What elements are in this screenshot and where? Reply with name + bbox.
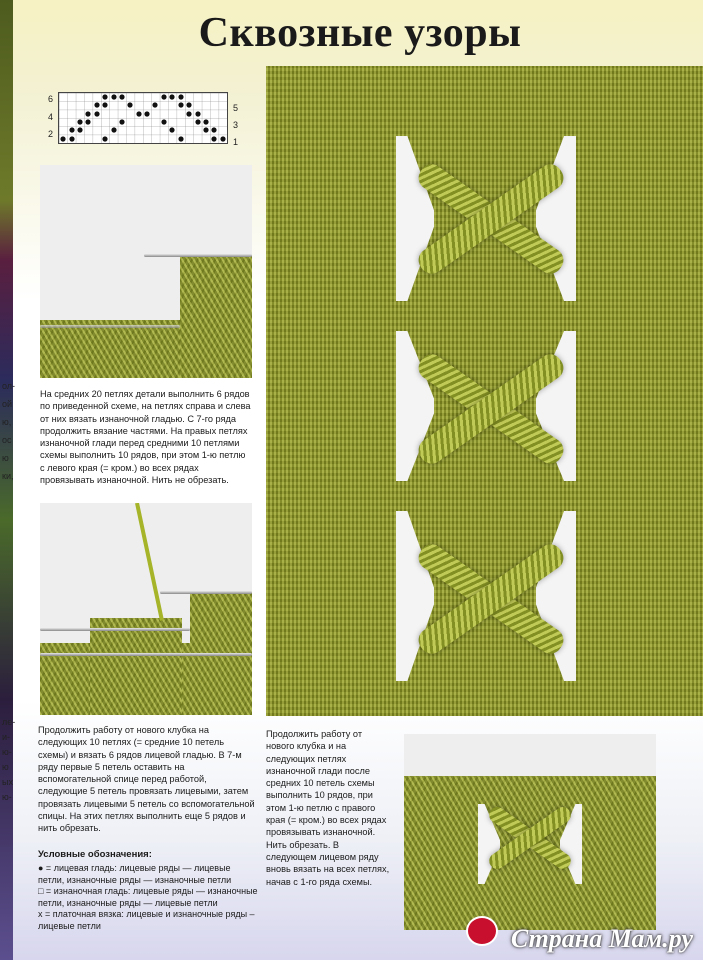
step-1-text: На средних 20 петлях детали выполнить 6 рядов по приведенной схеме, на петлях справа и слева от них вязать изнаночной гладью. С 7-го ряда продолжить вязание частями. На правых петлях изнаночной глади перед средними 10 петлями схемы выполнить 10 рядов, при этом 1-ю петлю с левого края (= кром.) во всех рядах провязывать изнаночной. Нить не обрезать. — [40, 389, 251, 486]
legend-item: □ = изнаночная гладь: лицевые ряды — изнаночные петли, изнаночные ряды — лицевые петли — [38, 886, 258, 908]
chart-row-number: 2 — [48, 129, 54, 139]
legend-title: Условные обозначения: — [38, 849, 152, 860]
strip-fragment: ю — [2, 762, 9, 772]
chart-grid — [58, 92, 228, 144]
knitting-needle — [40, 653, 252, 656]
strip-fragment: ки, — [2, 471, 14, 481]
knitted-fabric — [90, 618, 182, 715]
lace-hole — [536, 136, 576, 301]
chart-grid-svg — [59, 93, 227, 143]
chart-row-number: 4 — [48, 112, 54, 122]
main-pattern-photo — [266, 66, 703, 716]
step-photo-2 — [40, 503, 252, 715]
yarn-strand — [135, 503, 164, 621]
knitting-needle — [40, 325, 180, 328]
strip-fragment: ю, — [2, 417, 12, 427]
lace-hole — [396, 511, 434, 681]
knitting-needle — [144, 254, 252, 257]
knitted-fabric — [404, 776, 656, 930]
chart-row-number: 1 — [233, 137, 239, 147]
strip-fragment: ю — [2, 453, 9, 463]
page-title: Сквозные узоры — [198, 10, 522, 56]
strip-fragment: ол- — [2, 381, 16, 391]
chart-row-number: 3 — [233, 120, 239, 130]
knitting-needle — [40, 628, 190, 631]
legend-item: x = платочная вязка: лицевые и изнаночные ряды – лицевые петли — [38, 909, 255, 931]
knitted-fabric — [180, 255, 252, 378]
legend-item: ● = лицевая гладь: лицевые ряды — лицевые петли, изнаночные ряды — изнаночные петли — [38, 863, 232, 885]
strip-fragment: и- — [2, 732, 11, 742]
chart-row-number: 6 — [48, 94, 54, 104]
step-photo-1 — [40, 165, 252, 378]
legend — [38, 863, 258, 932]
strip-fragment: ю- — [2, 792, 12, 802]
strip-fragment: ос — [2, 435, 12, 445]
step-3-text: Продолжить работу от нового клубка и на следующих петлях изнаночной глади после средних 10 петель схемы выполнить 10 рядов, при этом 1-ю петлю с правого края (= кром.) во всех рядах провязывать изнаночной. Нить обрезать. В следующем лицевом ряду вновь вязать на всех петлях, начав с 1-го ряда схемы. — [266, 729, 390, 887]
step-2-text: Продолжить работу от нового клубка на следующих 10 петлях (= средние 10 петель схемы) и вязать 6 рядов лицевой гладью. В 7-м ряду первые 5 петель оставить на вспомогательной спице перед работой, следующие 5 петель провязать лицевыми, затем провязать лицевыми 5 петель со вспомогательной спицы. На этих петлях выполнить еще 5 рядов и нить обрезать. — [38, 725, 255, 834]
strip-fragment: ле- — [2, 717, 16, 727]
knitting-needle — [160, 591, 252, 594]
lace-hole — [536, 511, 576, 681]
strip-fragment: ых — [2, 777, 13, 787]
chart-row-number: 5 — [233, 103, 239, 113]
result-photo — [404, 734, 656, 930]
watermark: Страна Мам.ру — [510, 924, 693, 953]
lace-hole — [396, 136, 434, 301]
strip-fragment: ой — [2, 399, 13, 409]
strip-fragment: ю- — [2, 747, 12, 757]
watermark-logo-icon — [466, 916, 498, 946]
